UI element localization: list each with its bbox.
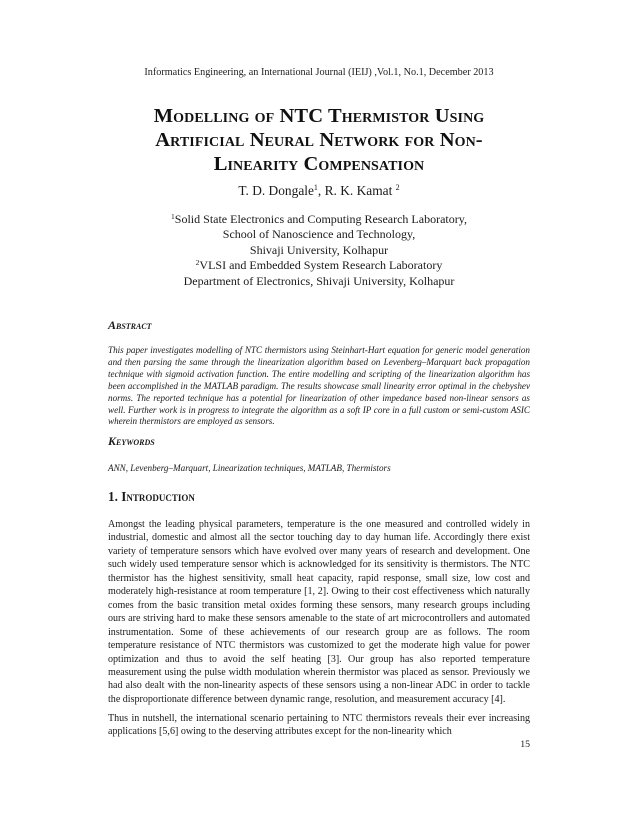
running-header: Informatics Engineering, an International Journal (IEIJ) ,Vol.1, No.1, December 2013 <box>144 67 494 78</box>
affiliation-mark: 1 <box>171 212 175 221</box>
author-name: R. K. Kamat <box>324 183 393 198</box>
affiliation-line: School of Nanoscience and Technology, <box>222 227 416 242</box>
keywords-text: ANN, Levenberg–Marquart, Linearization techniques, MATLAB, Thermistors <box>108 463 391 473</box>
author-affiliation-mark: 2 <box>395 183 400 192</box>
author-name: T. D. Dongale <box>238 183 314 198</box>
title-line-3: Linearity Compensation <box>213 153 425 175</box>
paper-title <box>108 104 530 176</box>
affiliation-line: $^2$VLSI and Embedded System Research Laboratory <box>195 258 443 273</box>
affiliation-line: $^1$Solid State Electronics and Computing Research Laboratory, <box>171 212 467 226</box>
author-affiliation-mark: 1 <box>313 183 318 192</box>
title-line-2: Artificial Neural Network for Non- <box>155 129 483 151</box>
introduction-paragraph: Amongst the leading physical parameters, temperature is the one measured and controlled widely in industrial, domestic and almost all the sector touching day to day human life. Accordingly there exist variety of temperature sensors which have evolved over many years of research and development. One such widely used temperature sensor which is acknowledged for its sensitivity is thermistors. The NTC thermistor has the highest sensitivity, small heat capacity, rapid response, small size, low cost and moderately high-resistance at room temperature [1, 2]. Owing to their cost effectiveness which naturally comes from the basic transition metal oxides forming these sensors, many research groups including ours are striving hard to make these sensors amenable to the state of art microcontrollers and automated instrumentation. Some of these achievements of our research group are as follows. The room temperature resistance of NTC thermistors was customized to get the moderate high value for power optimization and thus to avoid the self heating [3]. Our group has also reported temperature measurement using the pulse width modulation wherein thermistor was placed as sensor. Previously we had also dealt with the non-linearity aspects of these sensors using a non-linear ADC in order to tackle the disproportionate difference between dynamic range, resolution, and measurement accuracy [4]. <box>108 519 530 705</box>
introduction-heading: 1. Introduction <box>108 489 195 504</box>
introduction-paragraph: Thus in nutshell, the international scenario pertaining to NTC thermistors reveals their ever increasing applications [5,6] owing to the deserving attributes except for the non-linearity which <box>108 713 530 738</box>
keywords-heading: Keywords <box>108 434 155 448</box>
author-separator: , <box>317 183 325 198</box>
affiliation-mark: 2 <box>195 258 200 268</box>
affiliation-line: Department of Electronics, Shivaji University, Kolhapur <box>183 273 455 288</box>
title-line-1: Modelling of NTC Thermistor Using <box>153 105 485 127</box>
abstract-text: This paper investigates modelling of NTC thermistors using Steinhart-Hart equation for generic model generation and then parsing the same through the linearization algorithm based on Levenberg–Marquart back propagation technique with sigmoid activation function. The entire modelling and scripting of the linearization algorithm has been accomplished in the MATLAB paradigm. The results showcase small linearity error optimal in the chebyshev norms. The reported technique has a potential for linearization of other impedance based non-linear sensors as well. Further work is in progress to integrate the algorithm as a soft IP core in a full custom or semi-custom ASIC wherein thermistors are employed as sensors. <box>108 345 530 427</box>
author-list <box>108 183 530 199</box>
page-number: 15 <box>520 739 530 750</box>
affiliation-line: Shivaji University, Kolhapur <box>249 242 389 257</box>
affiliations <box>108 212 530 289</box>
abstract-heading: Abstract <box>108 318 152 332</box>
